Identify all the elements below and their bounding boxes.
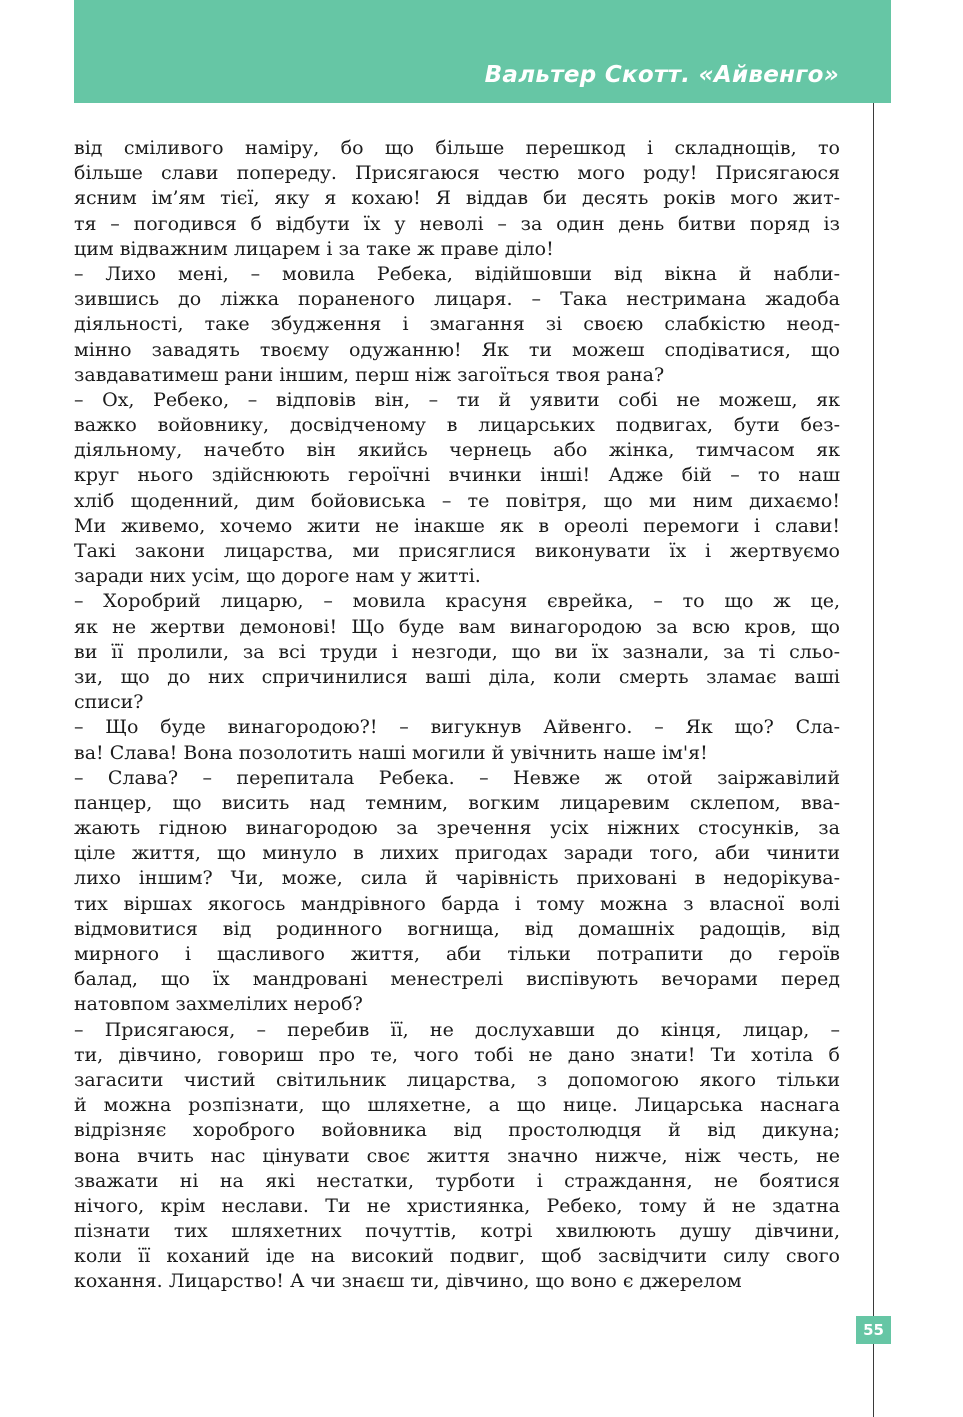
margin-rule — [873, 103, 874, 1417]
text-line: панцер, що висить над темним, вогким лицаревим склепом, вва- — [74, 791, 840, 814]
text-line: коли її коханий іде на високий подвиг, щоб засвідчити силу свого — [74, 1245, 840, 1268]
text-line: від сміливого наміру, бо що більше перешкод і складнощів, то — [74, 137, 840, 159]
text-line: зившись до ліжка пораненого лицаря. – Така нестримана жадоба — [74, 288, 840, 311]
text-line: Ми живемо, хочемо жити не інакше як в ореолі перемоги і слави! — [74, 514, 840, 537]
text-line: відрізняє хороброго войовника від простолюдця й від дикуна; — [74, 1119, 840, 1142]
text-line: ва! Слава! Вона позолотить наші могили й увічнить наше ім'я! — [74, 741, 708, 764]
text-line: ясним ім’ям тієї, яку я кохаю! Я віддав би десять років мого жит- — [74, 187, 840, 210]
text-line: – Лихо мені, – мовила Ребека, відійшовши від вікна й набли- — [74, 262, 840, 285]
text-line: Такі закони лицарства, ми присяглися виконувати їх і жертвуємо — [74, 540, 840, 562]
paragraph — [74, 262, 840, 388]
text-line: загасити чистий світильник лицарства, з допомогою якого тільки — [74, 1068, 840, 1091]
text-line: тих віршах якогось мандрівного барда і тому можна з власної волі — [74, 892, 840, 915]
page-number-tab — [856, 1316, 891, 1344]
text-line: хліб щоденний, дим бойовиська – те повітря, що ми ним дихаємо! — [74, 489, 840, 512]
text-line: важко войовнику, досвідченому в лицарських подвигах, бути без- — [74, 414, 840, 437]
text-line: списи? — [74, 691, 144, 714]
paragraph — [74, 388, 840, 590]
text-line: мінно завадять твоєму одужанню! Як ти можеш сподіватися, що — [74, 338, 840, 361]
paragraph — [74, 136, 840, 262]
text-line: пізнати тих шляхетних почуттів, котрі хвилюють душу дівчини, — [74, 1220, 840, 1243]
text-line: – Слава? – перепитала Ребека. – Невже ж отой заіржавілий — [74, 766, 840, 789]
text-line: круг нього здійснюють героїчні вчинки інші! Адже бій – то наш — [74, 464, 840, 487]
body-text — [74, 136, 840, 1295]
text-line: діяльності, таке збудження і змагання зі своєю слабкістю неод- — [74, 313, 840, 336]
text-line: відмовитися від родинного вогнища, від домашніх радощів, від — [74, 917, 840, 940]
text-line: вона вчить нас цінувати своє життя значно нижче, ніж честь, не — [74, 1144, 840, 1167]
text-line: ви її пролили, за всі труди і незгоди, що ви їх зазнали, за ті сльо- — [74, 640, 840, 663]
text-line: жають гідною винагородою за зречення усіх ніжних стосунків, за — [74, 817, 840, 840]
text-line: зважати ні на які нестатки, турботи і страждання, не боятися — [74, 1169, 840, 1192]
text-line: як не жертви демонові! Що буде вам винагородою за всю кров, що — [74, 615, 840, 638]
text-line: – Ох, Ребеко, – відповів він, – ти й уявити собі не можеш, як — [74, 388, 840, 411]
paragraph — [74, 715, 840, 765]
text-line: завдаватимеш рани іншим, перш ніж загоїться твоя рана? — [74, 363, 665, 386]
text-line: – Хоробрий лицарю, – мовила красуня єврейка, – то що ж це, — [74, 590, 840, 613]
text-line: ціле життя, що минуло в лихих пригодах заради того, аби чинити — [74, 842, 840, 865]
text-line: – Що буде винагородою?! – вигукнув Айвенго. – Як що? Сла- — [74, 716, 840, 739]
text-line: діяльному, начебто він якийсь чернець або жінка, тимчасом як — [74, 439, 840, 462]
text-line: – Присягаюся, – перебив її, не дослухавши до кінця, лицар, – — [74, 1018, 840, 1041]
running-header-title: Вальтер Скотт. «Айвенго» — [484, 62, 839, 88]
paragraph — [74, 1018, 840, 1295]
paragraph — [74, 766, 840, 1018]
text-line: більше слави попереду. Присягаюся честю мого роду! Присягаюся — [74, 162, 840, 185]
text-line: балад, що їх мандровані менестрелі виспівують вечорами перед — [74, 968, 840, 991]
text-line: лихо іншим? Чи, може, сила й чарівність приховані в недорікува- — [74, 867, 840, 890]
text-line: заради них усім, що дороге нам у житті. — [74, 565, 481, 588]
text-line: нічого, крім неслави. Ти не християнка, Ребеко, тому й не здатна — [74, 1194, 840, 1217]
text-line: ти, дівчино, говориш про те, чого тобі не дано знати! Ти хотіла б — [74, 1043, 840, 1066]
page-number: 55 — [863, 1321, 884, 1339]
text-line: кохання. Лицарство! А чи знаєш ти, дівчино, що воно є джерелом — [74, 1270, 742, 1293]
text-line: зи, що до них спричинилися ваші діла, коли смерть зламає ваші — [74, 665, 840, 688]
paragraph — [74, 589, 840, 715]
text-line: мирного і щасливого життя, аби тільки потрапити до героїв — [74, 943, 840, 965]
text-line: тя – погодився б відбути їх у неволі – за один день битви поряд із — [74, 212, 840, 235]
text-line: цим відважним лицарем і за таке ж праве діло! — [74, 237, 554, 260]
text-line: й можна розпізнати, що шляхетне, а що нице. Лицарська наснага — [74, 1094, 840, 1117]
header-band — [74, 0, 891, 103]
text-line: натовпом захмелілих нероб? — [74, 993, 363, 1016]
